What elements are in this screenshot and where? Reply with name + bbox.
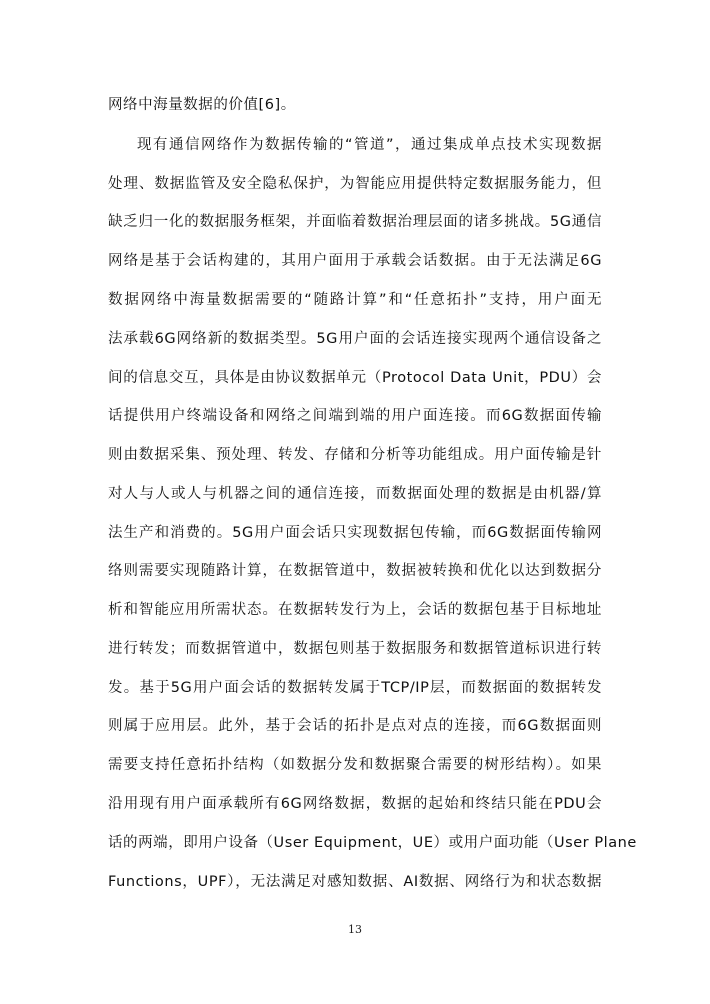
paragraph-line: 话提供用户终端设备和网络之间端到端的用户面连接。而6G数据面传输 [108,408,602,424]
paragraph-line: 话的两端，即用户设备（User Equipment，UE）或用户面功能（User Plane [108,835,637,851]
paragraph-line: 进行转发；而数据管道中，数据包则基于数据服务和数据管道标识进行转 [108,641,602,657]
paragraph-line: 需要支持任意拓扑结构（如数据分发和数据聚合需要的树形结构）。如果 [108,757,602,773]
paragraph-line: 缺乏归一化的数据服务框架，并面临着数据治理层面的诸多挑战。5G通信 [108,214,602,230]
paragraph-line: 沿用现有用户面承载所有6G网络数据，数据的起始和终结只能在PDU会 [108,796,602,812]
paragraph-line: 法生产和消费的。5G用户面会话只实现数据包传输，而6G数据面传输网 [108,525,602,541]
paragraph-line: 数据网络中海量数据需要的“随路计算”和“任意拓扑”支持，用户面无 [108,292,602,308]
paragraph-line: Functions，UPF），无法满足对感知数据、AI数据、网络行为和状态数据 [108,874,602,890]
paragraph-line: 处理、数据监管及安全隐私保护，为智能应用提供特定数据服务能力，但 [108,176,602,192]
paragraph-line: 对人与人或人与机器之间的通信连接，而数据面处理的数据是由机器/算 [108,486,602,502]
paragraph-line: 析和智能应用所需状态。在数据转发行为上，会话的数据包基于目标地址 [108,602,602,618]
paragraph-line: 络则需要实现随路计算，在数据管道中，数据被转换和优化以达到数据分 [108,563,602,579]
paragraph-line: 则属于应用层。此外，基于会话的拓扑是点对点的连接，而6G数据面则 [108,718,602,734]
paragraph-line: 法承载6G网络新的数据类型。5G用户面的会话连接实现两个通信设备之 [108,331,602,347]
paragraph-line: 网络中海量数据的价值[6]。 [108,97,296,113]
paragraph-line: 发。基于5G用户面会话的数据转发属于TCP/IP层，而数据面的数据转发 [108,680,602,696]
paragraph-line: 网络是基于会话构建的，其用户面用于承载会话数据。由于无法满足6G [108,253,602,269]
page-number: 13 [348,923,362,936]
paragraph-line: 间的信息交互，具体是由协议数据单元（Protocol Data Unit，PDU）会 [108,370,602,386]
paragraph-line: 现有通信网络作为数据传输的“管道”，通过集成单点技术实现数据 [137,137,602,153]
paragraph-line: 则由数据采集、预处理、转发、存储和分析等功能组成。用户面传输是针 [108,447,602,463]
